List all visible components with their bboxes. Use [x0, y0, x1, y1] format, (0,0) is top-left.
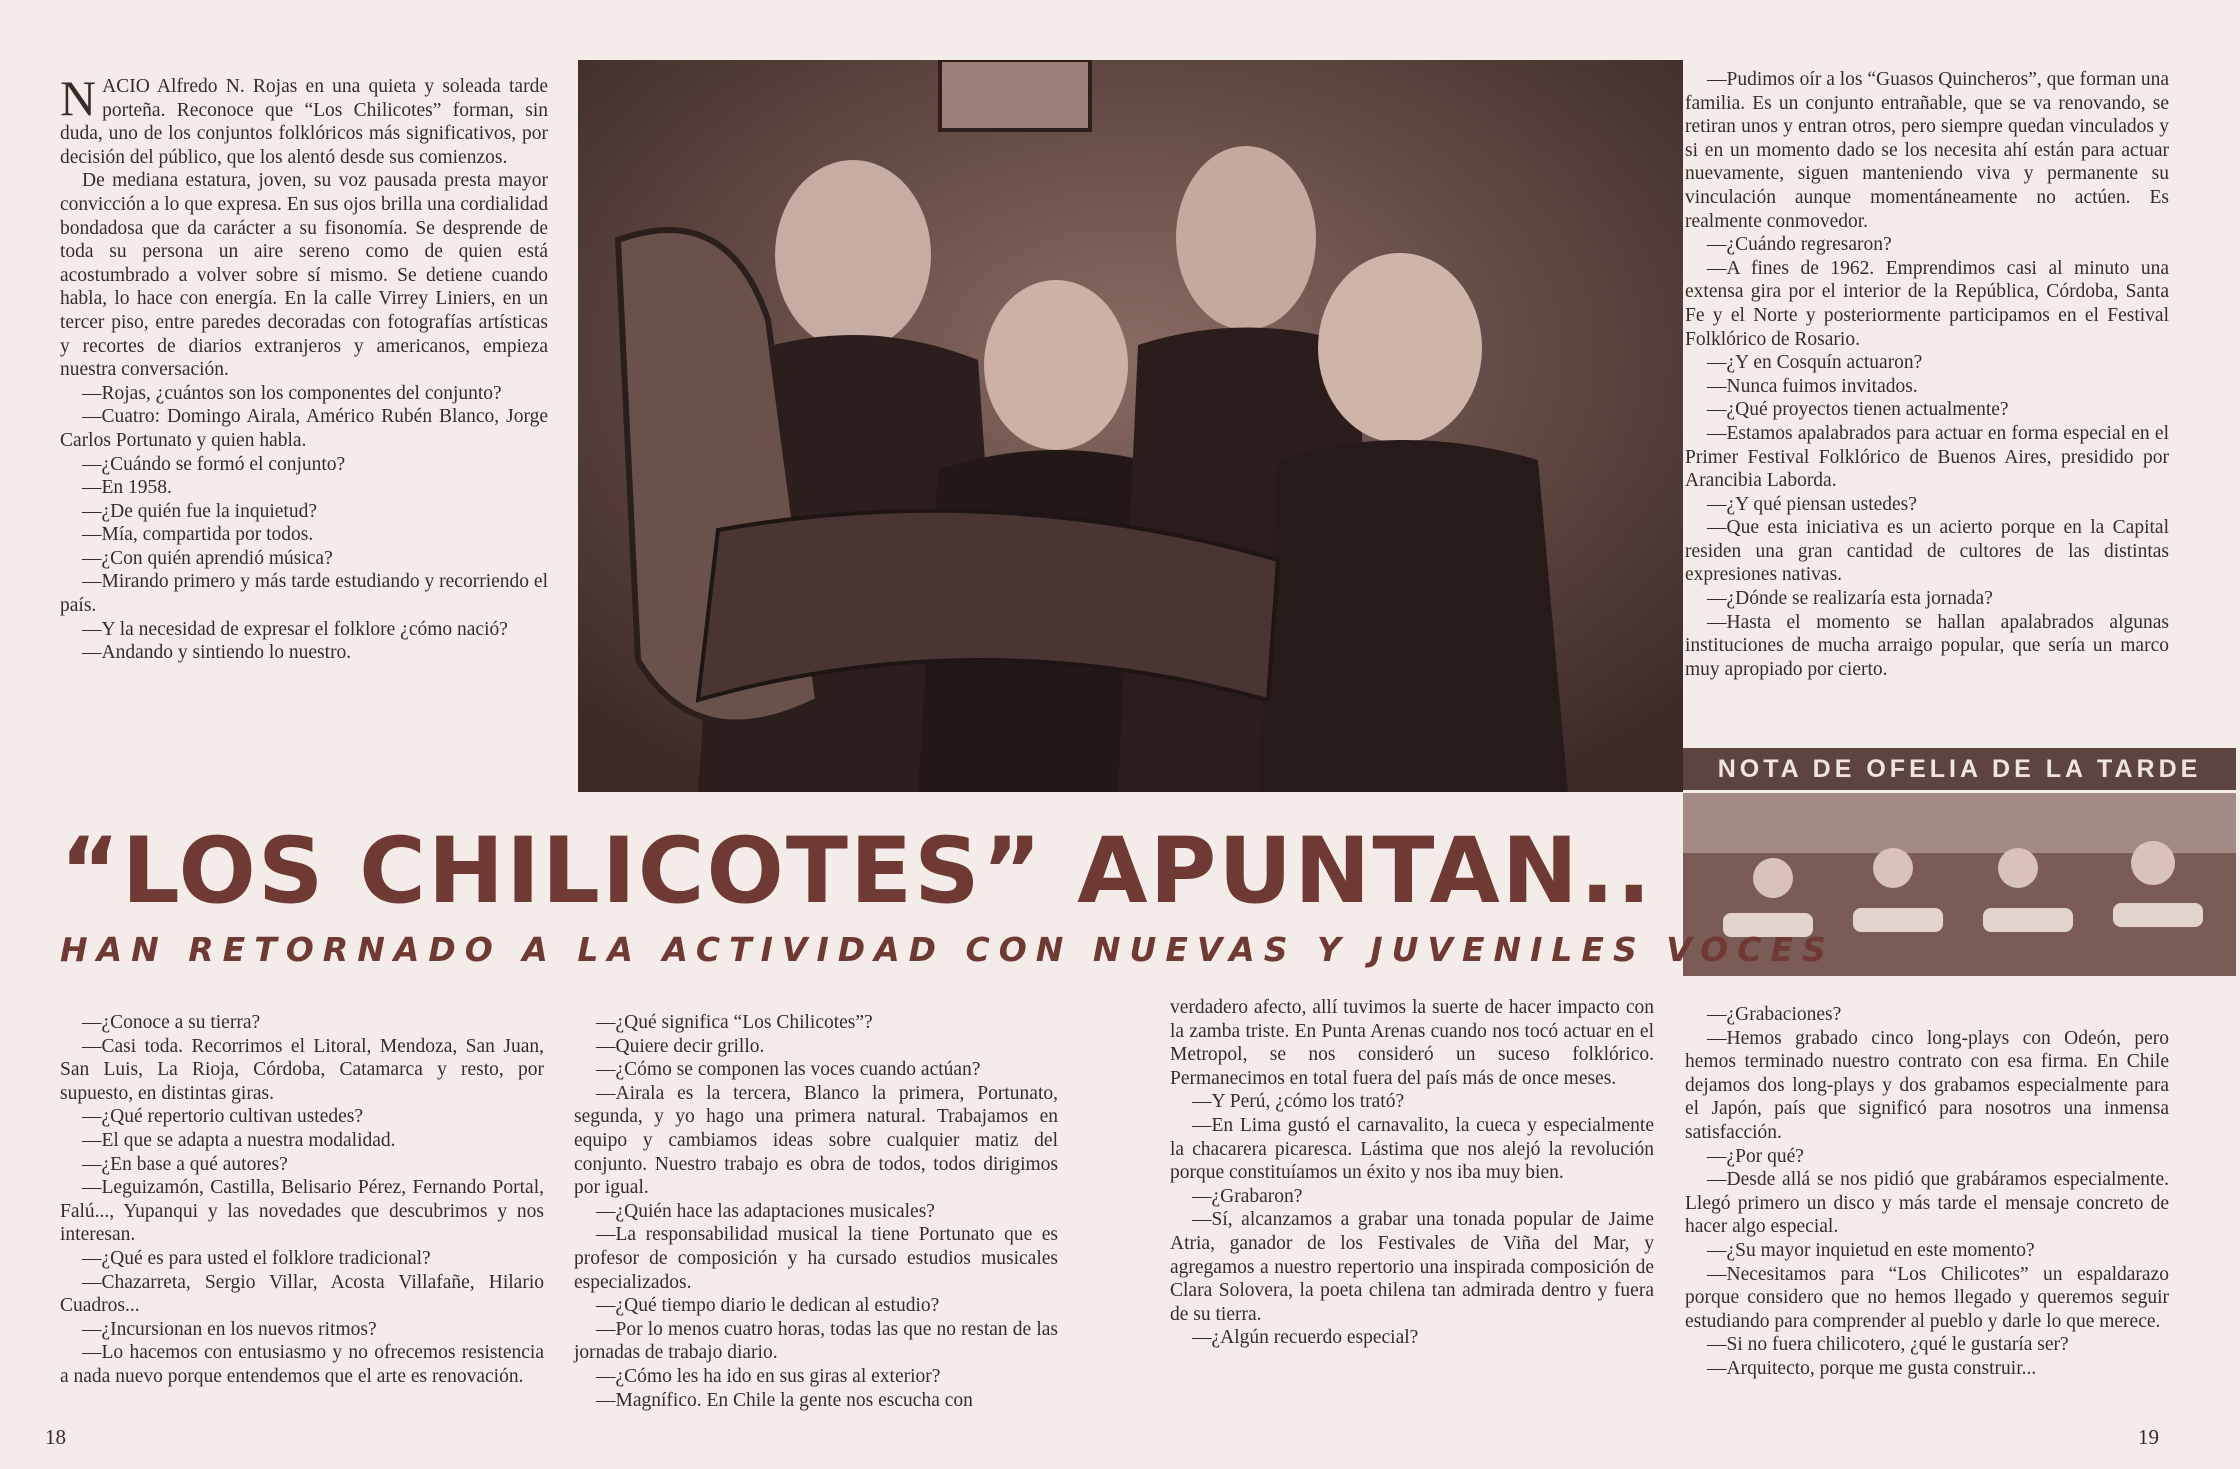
dialogue-line: —Desde allá se nos pidió que grabáramos especialmente. Llegó primero un disco y más tarde el mensaje concreto de hacer algo especial.: [1685, 1169, 2169, 1238]
dialogue-line: —¿De quién fue la inquietud?: [82, 500, 317, 522]
dialogue-line: —¿Incursionan en los nuevos ritmos?: [82, 1318, 377, 1340]
dialogue-line: —Hasta el momento se hallan apalabrados algunas instituciones de mucha arraigo popular, que sería un marco muy apropiado por cierto.: [1685, 611, 2169, 680]
dialogue-line: —Nunca fuimos invitados.: [1707, 375, 1918, 397]
dialogue-line: —¿Algún recuerdo especial?: [1192, 1327, 1419, 1349]
dialogue-line: —¿Y qué piensan ustedes?: [1707, 493, 1917, 515]
intro-paragraph-1: [60, 70, 548, 169]
band-photo-image: [578, 60, 1683, 792]
dialogue-line: verdadero afecto, allí tuvimos la suerte de hacer impacto con la zamba triste. En Punta Arenas cuando nos tocó actuar en el Metropol, se nos consideró un suceso folklórico. Permanecimos en total fuera del país más de once meses.: [1170, 997, 1654, 1089]
dialogue-line: —En Lima gustó el carnavalito, la cueca y especialmente la chacarera picaresca. Lástima que nos alejó la revolución porque constituíamos un éxito y nos iba muy bien.: [1170, 1114, 1654, 1184]
dialogue-line: —¿Qué es para usted el folklore tradicional?: [82, 1247, 431, 1269]
dialogue-line: —¿Cómo les ha ido en sus giras al exterior?: [596, 1365, 941, 1387]
byline: NOTA DE OFELIA DE LA TARDE: [1683, 748, 2236, 790]
dialogue-line: —¿Qué proyectos tienen actualmente?: [1707, 399, 2009, 421]
dialogue-line: —¿Cómo se componen las voces cuando actúan?: [596, 1059, 981, 1081]
dialogue-line: —¿Grabaciones?: [1707, 1004, 1842, 1025]
bottom-column-1: [60, 1011, 544, 1389]
dialogue-line: —Y Perú, ¿cómo los trató?: [1192, 1091, 1405, 1113]
dialogue-line: —Airala es la tercera, Blanco la primera, Portunato, segunda, y yo hago una primera natural. Trabajamos en equipo y cambiamos ideas sobre cualquier matiz del conjunto. Nuestro trabajo es obra de todos, todos dirigimos por igual.: [574, 1082, 1058, 1199]
bottom-column-4: [1685, 1003, 2169, 1381]
dialogue-line: —Necesitamos para “Los Chilicotes” un espaldarazo porque considero que no hemos llegado y queremos seguir estudiando para comprender al pueblo y darle lo que merece.: [1685, 1263, 2169, 1332]
dialogue-line: —¿Cuándo regresaron?: [1707, 234, 1892, 256]
intro-paragraph-1-text: ACIO Alfredo N. Rojas en una quieta y soleada tarde porteña. Reconoce que “Los Chilicotes” forman, sin duda, uno de los conjuntos folklóricos más significativos, por decisión del público, que los alentó desde sus comienzos.: [60, 76, 548, 168]
headline: “LOS CHILICOTES” APUNTAN..: [60, 819, 1654, 924]
dialogue-line: —Chazarreta, Sergio Villar, Acosta Villafañe, Hilario Cuadros...: [60, 1271, 544, 1317]
dialogue-line: —¿Cuándo se formó el conjunto?: [82, 453, 346, 475]
dialogue-line: —¿Qué significa “Los Chilicotes”?: [596, 1012, 873, 1033]
dialogue-line: —¿Grabaron?: [1192, 1185, 1303, 1207]
dialogue-line: —Y la necesidad de expresar el folklore ¿cómo nació?: [82, 618, 508, 640]
dialogue-line: —Mirando primero y más tarde estudiando y recorriendo el país.: [60, 571, 548, 617]
dialogue-line: —Magnífico. En Chile la gente nos escucha con: [596, 1389, 973, 1411]
intro-paragraph-2: De mediana estatura, joven, su voz pausada presta mayor convicción a lo que expresa. En sus ojos brilla una cordialidad bondadosa que da carácter a su fisonomía. Se desprende de toda su persona un aire sereno como de quien está acostumbrado a volver sobre sí mismo. Se detiene cuando habla, lo hace con energía. En la calle Virrey Liniers, en un tercer piso, entre paredes decoradas con fotografías artísticas y recortes de diarios extranjeros y americanos, empieza nuestra conversación.: [60, 170, 548, 381]
dialogue-line: —Pudimos oír a los “Guasos Quincheros”, que forman una familia. Es un conjunto entrañable, que se va renovando, se retiran unos y entran otros, pero siempre quedan vinculados y si en un momento dado se los necesita ahí están para actuar nuevamente, siguen manteniendo viva y permanente su vinculación aunque momentáneamente no actúen. Es realmente conmovedor.: [1685, 69, 2169, 232]
dialogue-line: —¿Conoce a su tierra?: [82, 1012, 261, 1033]
dialogue-line: —¿En base a qué autores?: [82, 1153, 288, 1175]
intro-column: [60, 70, 548, 665]
intro-dialogue: [60, 382, 548, 665]
dialogue-line: —Lo hacemos con entusiasmo y no ofrecemos resistencia a nada nuevo porque entendemos que el arte es renovación.: [60, 1342, 544, 1387]
dialogue-line: —¿Dónde se realizaría esta jornada?: [1707, 588, 1993, 610]
dialogue-line: —A fines de 1962. Emprendimos casi al minuto una extensa gira por el interior de la República, Córdoba, Santa Fe y el Norte y posteriormente participamos en el Festival Folklórico de Rosario.: [1685, 257, 2169, 350]
bottom-column-2: [574, 1011, 1058, 1412]
page-number-right: 19: [2138, 1425, 2159, 1449]
top-right-column: [1685, 68, 2169, 681]
drop-cap: N: [60, 70, 97, 126]
dialogue-line: —Mía, compartida por todos.: [82, 524, 314, 546]
dialogue-line: —¿Qué repertorio cultivan ustedes?: [82, 1106, 364, 1128]
dialogue-line: —Rojas, ¿cuántos son los componentes del conjunto?: [82, 382, 502, 404]
dialogue-line: —¿Quién hace las adaptaciones musicales?: [596, 1200, 935, 1222]
dialogue-line: —Hemos grabado cinco long-plays con Odeón, pero hemos terminado nuestro contrato con esa firma. En Chile dejamos dos long-plays y dos grabamos especialmente para el Japón, país que significó para nosotros una inmensa satisfacción.: [1685, 1027, 2169, 1143]
page-number-left: 18: [45, 1425, 66, 1449]
dialogue-line: —Por lo menos cuatro horas, todas las que no restan de las jornadas de trabajo diario.: [574, 1318, 1058, 1364]
subheadline: HAN RETORNADO A LA ACTIVIDAD CON NUEVAS Y JUVENILES VOCES: [60, 930, 1835, 969]
dialogue-line: —Arquitecto, porque me gusta construir...: [1707, 1357, 2037, 1379]
dialogue-line: —Sí, alcanzamos a grabar una tonada popular de Jaime Atria, ganador de los Festivales de Viña del Mar, y agregamos a nuestro repertorio una inspirada composición de Clara Solovera, la poeta chilena tan admirada dentro y fuera de su tierra.: [1170, 1209, 1654, 1325]
dialogue-line: —El que se adapta a nuestra modalidad.: [82, 1129, 396, 1151]
dialogue-line: —Estamos apalabrados para actuar en forma especial en el Primer Festival Folklórico de Buenos Aires, presidido por Arancibia Laborda.: [1685, 422, 2169, 492]
dialogue-line: —Andando y sintiendo lo nuestro.: [82, 642, 352, 664]
dialogue-line: —Que esta iniciativa es un acierto porque en la Capital residen una gran cantidad de cultores de las distintas expresiones nativas.: [1685, 517, 2169, 586]
dialogue-line: —¿Por qué?: [1707, 1145, 1804, 1167]
dialogue-line: —¿Con quién aprendió música?: [82, 547, 333, 569]
dialogue-line: —Si no fuera chilicotero, ¿qué le gustaría ser?: [1707, 1334, 2069, 1356]
dialogue-line: —La responsabilidad musical la tiene Portunato que es profesor de composición y ha cursado estudios musicales especializados.: [574, 1224, 1058, 1293]
dialogue-line: —¿Su mayor inquietud en este momento?: [1707, 1239, 2035, 1261]
dialogue-line: —¿Y en Cosquín actuaron?: [1707, 352, 1923, 374]
band-photo: [578, 60, 1683, 792]
dialogue-line: —¿Qué tiempo diario le dedican al estudio?: [596, 1295, 940, 1317]
dialogue-line: —Quiere decir grillo.: [596, 1035, 765, 1057]
dialogue-line: —Cuatro: Domingo Airala, Américo Rubén Blanco, Jorge Carlos Portunato y quien habla.: [60, 406, 548, 451]
dialogue-line: —Casi toda. Recorrimos el Litoral, Mendoza, San Juan, San Luis, La Rioja, Córdoba, Catamarca y resto, por supuesto, en distintas giras.: [60, 1035, 544, 1104]
dialogue-line: —En 1958.: [82, 477, 172, 499]
bottom-column-3: [1170, 996, 1654, 1350]
dialogue-line: —Leguizamón, Castilla, Belisario Pérez, Fernando Portal, Falú..., Yupanqui y las novedades que descubrimos y nos interesan.: [60, 1177, 544, 1246]
